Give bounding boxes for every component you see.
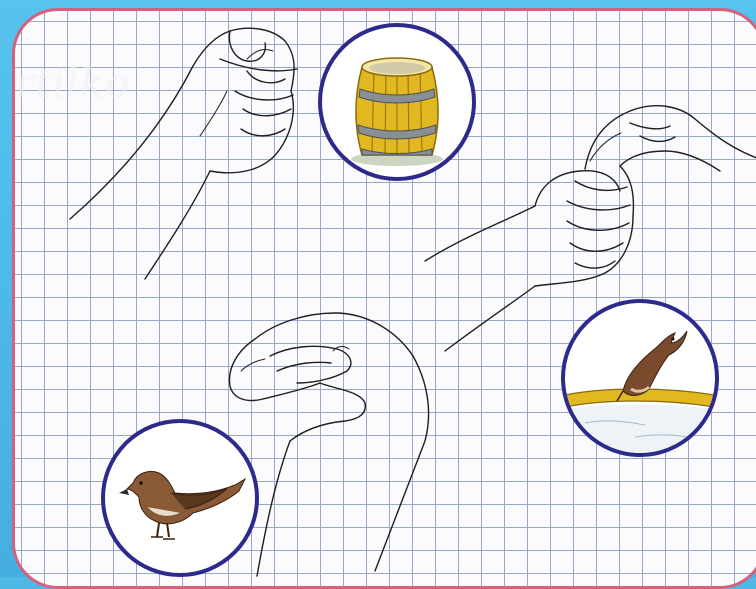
sparrow-icon: [105, 423, 255, 573]
sparrow-medallion: [101, 419, 259, 577]
fist-drawing: [70, 28, 297, 279]
barrel-medallion: [318, 23, 476, 181]
bird-on-barrel-medallion: [561, 299, 719, 457]
grid-paper-card: [12, 8, 756, 589]
watermark-text: rtilko: [15, 61, 131, 107]
barrel-icon: [322, 27, 472, 177]
bird-on-barrel-icon: [565, 303, 715, 453]
bird-hand-drawing: [229, 313, 428, 576]
